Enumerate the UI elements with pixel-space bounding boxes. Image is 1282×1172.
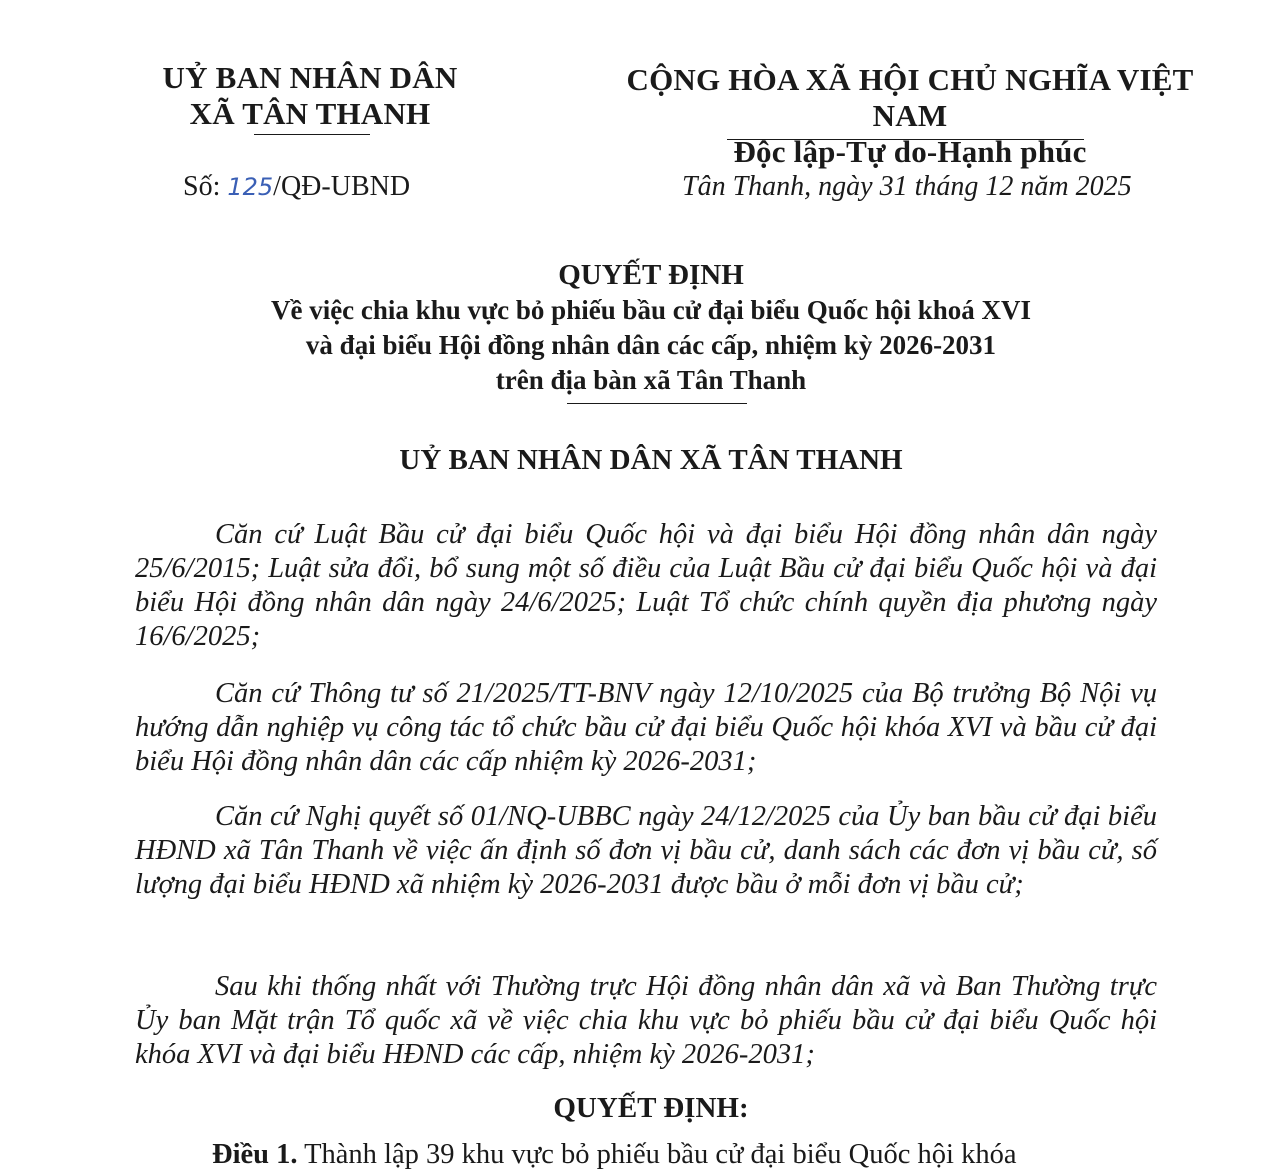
document-number — [183, 170, 410, 204]
article-1 — [212, 1138, 1016, 1172]
decision-title: QUYẾT ĐỊNH — [558, 259, 744, 291]
decision-heading: QUYẾT ĐỊNH: — [553, 1092, 749, 1124]
preamble-paragraph: Căn cứ Luật Bầu cử đại biểu Quốc hội và đại biểu Hội đồng nhân dân ngày 25/6/2015; Luật sửa đổi, bổ sung một số điều của Luật Bầu cử đại biểu Quốc hội và đại biểu Hội đồng nhân dân ngày 24/6/2025; Luật Tổ chức chính quyền địa phương ngày 16/6/2025; — [135, 519, 1157, 652]
article-1-text: Thành lập 39 khu vực bỏ phiếu bầu cử đại biểu Quốc hội khóa — [304, 1139, 1017, 1170]
title-line3: trên địa bàn xã Tân Thanh — [495, 365, 807, 395]
title-block — [140, 258, 1162, 398]
handwritten-number: 125 — [227, 173, 274, 201]
title-underline — [567, 403, 747, 404]
preamble-paragraph: Căn cứ Nghị quyết số 01/NQ-UBBC ngày 24/12/2025 của Ủy ban bầu cử đại biểu HĐND xã Tân Thanh về việc ấn định số đơn vị bầu cử, danh sách các đơn vị bầu cử, số lượng đại biểu HĐND xã nhiệm kỳ 2026-2031 được bầu ở mỗi đơn vị bầu cử; — [135, 801, 1157, 900]
place-date: Tân Thanh, ngày 31 tháng 12 năm 2025 — [682, 171, 1132, 202]
title-line1: Về việc chia khu vực bỏ phiếu bầu cử đại biểu Quốc hội khoá XVI — [270, 295, 1032, 325]
number-prefix: Số: — [183, 171, 221, 202]
agency-underline — [254, 134, 370, 135]
issuing-authority: UỶ BAN NHÂN DÂN XÃ TÂN THANH — [399, 444, 903, 476]
title-line2: và đại biểu Hội đồng nhân dân các cấp, nhiệm kỳ 2026-2031 — [305, 330, 997, 360]
number-suffix: /QĐ-UBND — [273, 171, 411, 202]
preamble-paragraph: Sau khi thống nhất với Thường trực Hội đồng nhân dân xã và Ban Thường trực Ủy ban Mặt trận Tổ quốc xã về việc chia khu vực bỏ phiếu bầu cử đại biểu Quốc hội khóa XVI và đại biểu HĐND các cấp, nhiệm kỳ 2026-2031; — [135, 971, 1157, 1070]
agency-line2: XÃ TÂN THANH — [189, 96, 431, 131]
article-1-label: Điều 1. — [212, 1139, 298, 1170]
country-motto: Độc lập-Tự do-Hạnh phúc — [733, 134, 1087, 169]
motto-underline — [727, 139, 1084, 140]
agency-line1: UỶ BAN NHÂN DÂN — [162, 60, 458, 95]
preamble-paragraph: Căn cứ Thông tư số 21/2025/TT-BNV ngày 12/10/2025 của Bộ trưởng Bộ Nội vụ hướng dẫn nghiệp vụ công tác tổ chức bầu cử đại biểu Quốc hội khóa XVI và bầu cử đại biểu Hội đồng nhân dân các cấp nhiệm kỳ 2026-2031; — [135, 678, 1157, 777]
country-line1: CỘNG HÒA XÃ HỘI CHỦ NGHĨA VIỆT NAM — [626, 62, 1194, 133]
agency-header — [130, 60, 490, 132]
country-header — [600, 62, 1220, 170]
